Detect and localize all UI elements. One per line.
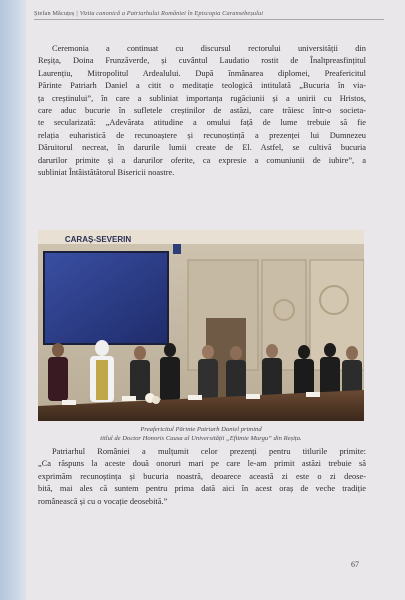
paragraph-1-line: Dăruitorul necreat, în darurile lumii create de El. Astfel, se cultivă bucuria — [38, 143, 366, 153]
paragraph-1-line: relația euharistică de recunoaștere și recunoștință a prezenței lui Dumnezeu — [38, 130, 366, 140]
photo-caption-line: Preafericitul Părinte Patriarh Daniel primind — [140, 426, 262, 433]
paragraph-2-line: bită, mai ales că suntem pentru prima dată aici în acest oraș de veche tradiție — [38, 484, 366, 494]
header-author: Ștefan Măcuțeș — [34, 10, 75, 17]
photo-caption — [38, 425, 364, 443]
banner-caras-severin: CARAȘ-SEVERIN — [64, 235, 132, 244]
paragraph-2-line: românească și cu o vocație deosebită.” — [38, 496, 168, 506]
paragraph-1-line: ța creștinului”, în care a subliniat importanța rugăciunii și a unirii cu Hristos, — [38, 93, 366, 103]
header-title: Vizita canonică a Patriarhului României în Episcopia Caransebeșului — [79, 10, 264, 17]
paragraph-1-line: Reșița, Doina Frunzăverde, și cuvântul Laudatio rostit de Înaltpreasfințitul — [38, 56, 366, 66]
ceremony-photo — [38, 230, 364, 421]
paragraph-2-line: „Ca răspuns la aceste două onoruri mari pe care le-am primit astăzi trebuie să — [38, 459, 366, 469]
photo-caption-line: titlul de Doctor Honoris Causa al Universității „Eftimie Murgu” din Reșița. — [100, 435, 302, 443]
running-header — [34, 10, 384, 20]
paragraph-2-line: exprimăm recunoștința și bucuria noastră, deoarece această zi este o zi deose- — [38, 471, 366, 481]
paragraph-1 — [38, 43, 366, 179]
paragraph-1-line: Laurențiu, Mitropolitul Ardealului. După înmânarea diplomei, Preafericitul — [38, 68, 366, 78]
book-spine — [0, 0, 26, 600]
paragraph-1-line: darurilor primite și a darurilor oferite, ca expresie a comuniunii de iubire”, a — [38, 155, 366, 165]
paragraph-2-line: Patriarhul României a mulțumit celor prezenți pentru titlurile primite: — [52, 447, 366, 456]
header-separator: | — [76, 10, 78, 17]
paragraph-1-line: te secularizată: „Adevărata atitudine a omului față de lume trebuie să fie — [38, 118, 366, 128]
paragraph-1-line: subliniat Întâistătătorul Bisericii noastre. — [38, 167, 175, 177]
paragraph-1-line: care aduc bucurie în sufletele creștinilor de astăzi, care trăiesc într-o societa- — [38, 105, 366, 115]
ceremony-photo-illustration — [38, 230, 364, 421]
paragraph-2 — [38, 446, 366, 508]
page-number: 67 — [351, 560, 359, 569]
paragraph-1-line: Ceremonia a continuat cu discursul rectorului universității din — [52, 44, 366, 53]
paragraph-1-line: Părinte Patriarh Daniel a citit o meditație teologică intitulată „Bucuria în via- — [38, 81, 366, 91]
